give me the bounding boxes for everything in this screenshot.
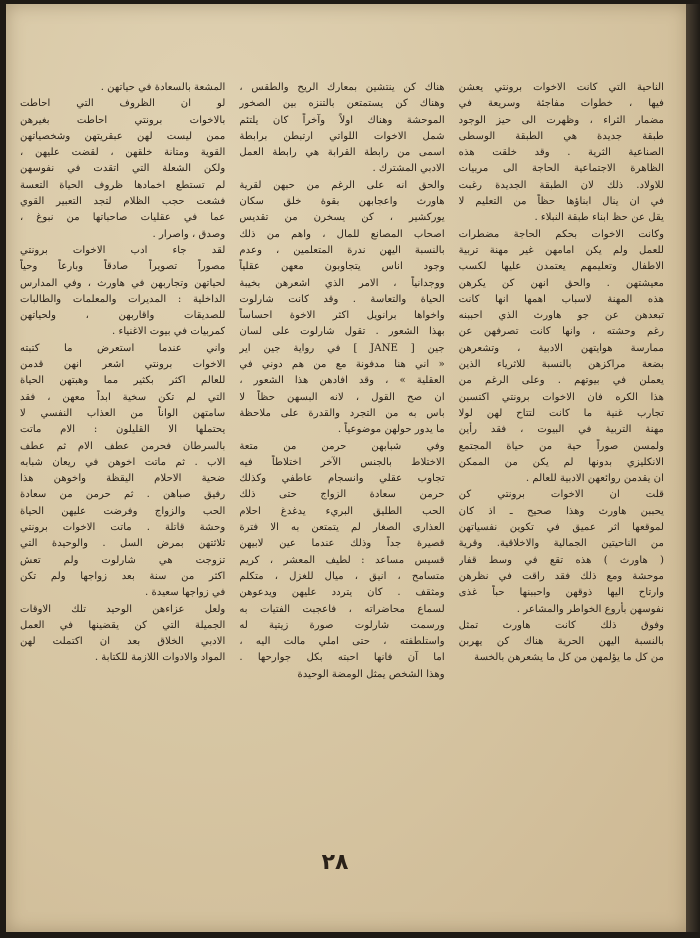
- text-line: مضمار الثراء ، وظهرت الى حيز الوجود: [458, 114, 664, 126]
- page-number: ٢٨: [321, 850, 349, 875]
- text-line: العذارى الصغار لم يتمتعن به الا فترة: [239, 522, 445, 534]
- text-line: بالنسبة اليهن ندرة المتعلمين ، وعدم: [239, 244, 445, 256]
- text-line: قلت ان الاخوات برونتي كن: [458, 489, 664, 501]
- text-line: لقد جاء ادب الاخوات برونتي: [20, 244, 226, 256]
- text-line: موحشة ومع ذلك فقد راقت في نظرهن: [458, 570, 664, 582]
- text-line: ورسمت شارلوت صورة زيتية له: [239, 619, 445, 631]
- text-line: الاخوات برونتي اشعر انهن قدمن: [20, 359, 226, 371]
- text-line: رفيق صباهن . ثم حرمن من سعادة: [20, 489, 226, 501]
- text-line: شمل الاخوات اللواتي ارتبطن برابطة: [239, 130, 445, 142]
- text-line: الموحشة وهناك اولاً وآخراً كان يلتئم: [239, 114, 445, 126]
- text-line: للعالم اكثر بكثير مما وهبتهن الحياة: [20, 375, 226, 387]
- text-line: وجود اناس يتجاوبون معهن عقلياً: [239, 261, 445, 273]
- text-line: وفي شبابهن حرمن من متعة: [239, 440, 445, 452]
- text-line: من الناحيتين الجمالية والاخلاقية. وقرية: [458, 538, 664, 550]
- text-line: ولكن الشعلة التي اتقدت في نفوسهن: [20, 163, 226, 175]
- text-line: الحب والزواج وفرضت عليهن الحياة: [20, 505, 226, 517]
- text-column-left: [20, 80, 225, 850]
- text-line: ولعل عزاءهن الوحيد تلك الاوقات: [20, 603, 226, 615]
- text-line: وكانت الاخوات بحكم الحاجة مضطرات: [458, 228, 664, 240]
- text-line: ان صح القول ، لانه البسهن حظاً لا: [239, 391, 445, 403]
- text-line: بالسرطان فحرمن عطف الام ثم عطف: [20, 440, 226, 452]
- text-line: لحياتهن وتجاربهن في هاورث ، وفي المدارس: [20, 277, 226, 289]
- text-line: يوركشير ، كن يسخرن من تقديس: [239, 212, 445, 224]
- text-line: الحياة والتعاسة . وقد كانت شارلوت: [239, 293, 445, 305]
- text-line: طبقة جديدة هي الطبقة الوسطى: [458, 130, 664, 142]
- text-line: لو ان الظروف التي احاطت: [20, 98, 226, 110]
- text-line: اما آن فانها احبته بكل جوارحها .: [239, 652, 445, 664]
- text-line: الداخلية : المديرات والمعلمات والطالبات: [20, 293, 226, 305]
- text-line: وفوق ذلك كانت هاورث تمثل: [458, 619, 664, 631]
- text-line: يعملن في بيوتهم . وعلى الرغم من: [458, 375, 664, 387]
- text-line: للعمل ولم يكن امامهن غير مهنة تربية: [458, 244, 664, 256]
- text-line: سامتهن الواناً من العذاب النفسي لا: [20, 407, 226, 419]
- text-line: معيشتهن . والحق انهن كن يكرهن: [458, 277, 664, 289]
- text-line: الظاهرة الاجتماعية الحاجة الى مربيات: [458, 163, 664, 175]
- text-line: هذا الكره فان الاخوات برونتي اكتسبن: [458, 391, 664, 403]
- text-line: هذه المهنة لاسباب اهمها انها كانت: [458, 293, 664, 305]
- text-line: هناك كن ينتشين بمعارك الريح والطقس ،: [239, 82, 445, 93]
- text-line: الانكليزي بدونها لم يكن من الممكن: [458, 456, 664, 468]
- text-line: الجميلة التي كن يقضينها في العمل: [20, 619, 226, 631]
- text-line: تجارب غنية ما كانت لتتاح لهن لولا: [458, 407, 664, 419]
- text-line: فيها ، خطوات مفاجئة وسريعة في: [458, 98, 664, 110]
- text-line: اكثر من سنة بعد زواجها ولم تكن: [20, 570, 226, 582]
- text-line: بالاخوات برونتي احاطت بغيرهن: [20, 114, 226, 126]
- text-line: مهنة التربية في البيوت ، فقد رأين: [458, 424, 664, 436]
- text-line: الاختلاط بالجنس الآخر اختلاطاً فيه: [239, 456, 445, 468]
- text-line: باس به من التجرد والقدرة على ملاحظة: [239, 407, 445, 419]
- page-edge-shadow: [686, 4, 700, 932]
- text-line: وهذا الشخص يمثل الومضة الوحيدة: [297, 668, 445, 680]
- text-line: ان يقدمن روائعهن الادبية للعالم .: [525, 473, 664, 485]
- text-line: لم تستطع اخمادها ظروف الحياة التعسة: [20, 179, 226, 191]
- text-line: اسمى من رابطة القرابة هي رابطة العمل: [239, 147, 445, 159]
- text-line: يقل عن حظ ابناء طبقة النبلاء .: [534, 212, 664, 224]
- text-line: لموقعها اثر عميق في تكوين نفسياتهن: [458, 522, 664, 534]
- text-line: وهناك كن يستمتعن بالتنزه بين الصخور: [239, 98, 445, 110]
- text-line: قصيرة جداً وذلك عندما عين لابيهن: [239, 538, 445, 550]
- text-line: المواد والادوات اللازمة للكتابة .: [94, 652, 226, 664]
- text-line: رغم وحشته ، وانها كانت تصرفهن عن: [458, 326, 664, 338]
- text-line: جين [ JANE ] في رواية جين اير: [239, 342, 445, 354]
- text-line: ضحية الاحلام اليقظة واخوهن هذا: [20, 473, 226, 485]
- text-line: والحق انه على الرغم من حبهن لقرية: [239, 179, 445, 191]
- text-line: العقلية » ، وقد افادهن هذا الشعور ،: [239, 375, 445, 387]
- text-line: متسامح ، انيق ، ميال للغزل ، متكلم: [239, 570, 445, 582]
- text-line: في زواجها سعيدة .: [145, 587, 226, 599]
- text-column-right: [459, 80, 664, 850]
- text-line: قسيس مساعد : لطيف المعشر ، كريم: [239, 554, 445, 566]
- text-line: تبعدهن عن جو هاورث الذي احببنه: [458, 310, 664, 322]
- text-line: المشعة بالسعادة في حياتهن .: [100, 82, 226, 93]
- text-line: كمربيات في بيوت الاغنياء .: [112, 326, 226, 338]
- text-line: الادبي المشترك .: [372, 163, 445, 175]
- text-line: بالنسبة اليهن الحرية هناك كن يهربن: [458, 636, 664, 648]
- text-line: مصوراً تصويراً صادقاً وبارعاً وحياً: [20, 261, 226, 273]
- text-line: نفوسهن بأروع الخواطر والمشاعر .: [516, 603, 664, 615]
- text-line: الاطفال وتعليمهم يعتمدن عليها لكسب: [458, 261, 664, 273]
- text-line: واخواها برانويل اكثر الاخوة احساساً: [239, 310, 445, 322]
- text-line: حرمن سعادة الزواج حتى ذلك: [239, 489, 445, 501]
- text-line: تجاوب عقلي وانسجام عاطفي وكذلك: [239, 473, 445, 485]
- text-line: وصدق ، واصرار .: [152, 228, 226, 240]
- text-line: هاورث واعجابهن بقوة خلق سكان: [239, 196, 445, 208]
- text-line: التي لم تكن سخية ابداً معهن ، فقد: [20, 391, 226, 403]
- text-line: الحب الطليق البريء يدغدغ احلام: [239, 505, 445, 517]
- text-line: اصحاب المصانع للمال ، واهم من ذلك: [239, 228, 445, 240]
- text-line: وارتاح اليها ذوقهن واحببنها حباً غذى: [458, 587, 664, 599]
- text-line: لسماع محاضراته ، فاعجبت الفتيات به: [239, 603, 445, 615]
- text-line: وحشة قاتلة . ماتت الاخوات برونتي: [20, 522, 226, 534]
- text-line: ما يدور حولهن موضوعياً .: [337, 424, 445, 436]
- text-line: الادبي الخلاق بعد ان اكتملت لهن: [20, 636, 226, 648]
- text-line: ممن ليست لهن عبقريتهن وشخصياتهن: [20, 130, 226, 142]
- text-line: واني عندما استعرض ما كتبته: [20, 342, 226, 354]
- text-line: تزوجت هي شارلوت ولم تعش: [20, 554, 226, 566]
- text-line: « اني هنا مدفونة مع من هم دوني في: [239, 359, 445, 371]
- text-line: يحببن هاورث وهذا صحيح ـ اذ كان: [458, 505, 664, 517]
- text-line: واستلطفته ، حتى املي مالت اليه ،: [239, 636, 445, 648]
- text-columns: [20, 80, 664, 850]
- text-line: للاولاد. ذلك لان الطبقة الجديدة رغبت: [458, 179, 664, 191]
- text-line: الاب . ثم ماتت اخوهن في ريعان شبابه: [20, 456, 226, 468]
- text-line: من كل ما يؤلمهن من كل ما يشعرهن بالخسة: [474, 652, 664, 664]
- text-line: الناحية التي كانت الاخوات برونتي يعشن: [458, 82, 664, 93]
- text-line: ولمسن صوراً حية من حياة المجتمع: [458, 440, 664, 452]
- text-line: ومثقف . كان يتردد عليهن ويدعوهن: [239, 587, 445, 599]
- text-line: للصديقات واقاربهن ، ولحياتهن: [20, 310, 226, 322]
- text-line: بضعة مراكزهن بالنسبة للاثرياء الذين: [458, 359, 664, 371]
- text-line: بهذا الشعور . تقول شارلوت على لسان: [239, 326, 445, 338]
- text-line: ووجدانياً ، الامر الذي اشعرهن بخيبة: [239, 277, 445, 289]
- text-line: ثلاثتهن بمرض السل . والوحيدة التي: [20, 538, 226, 550]
- text-line: فشعت حجب الظلام لتجد التعبير القوي: [20, 196, 226, 208]
- text-line: القوية ومتانة خلقهن ، لقضت عليهن ،: [20, 147, 226, 159]
- text-line: الصناعية الثرية . وقد خلقت هذه: [458, 147, 664, 159]
- text-line: يحتملها الا القليلون : الام ماتت: [20, 424, 226, 436]
- text-column-middle: [239, 80, 444, 850]
- text-line: في ان ينال ابناؤها حظاً من التعليم لا: [458, 196, 664, 208]
- text-line: ( هاورث ) هذه تقع في وسط قفار: [458, 554, 664, 566]
- text-line: عما في عقليات صاحباتها من نبوغ ،: [20, 212, 226, 224]
- text-line: ممارسة هوايتهن الادبية ، وتشعرهن: [458, 342, 664, 354]
